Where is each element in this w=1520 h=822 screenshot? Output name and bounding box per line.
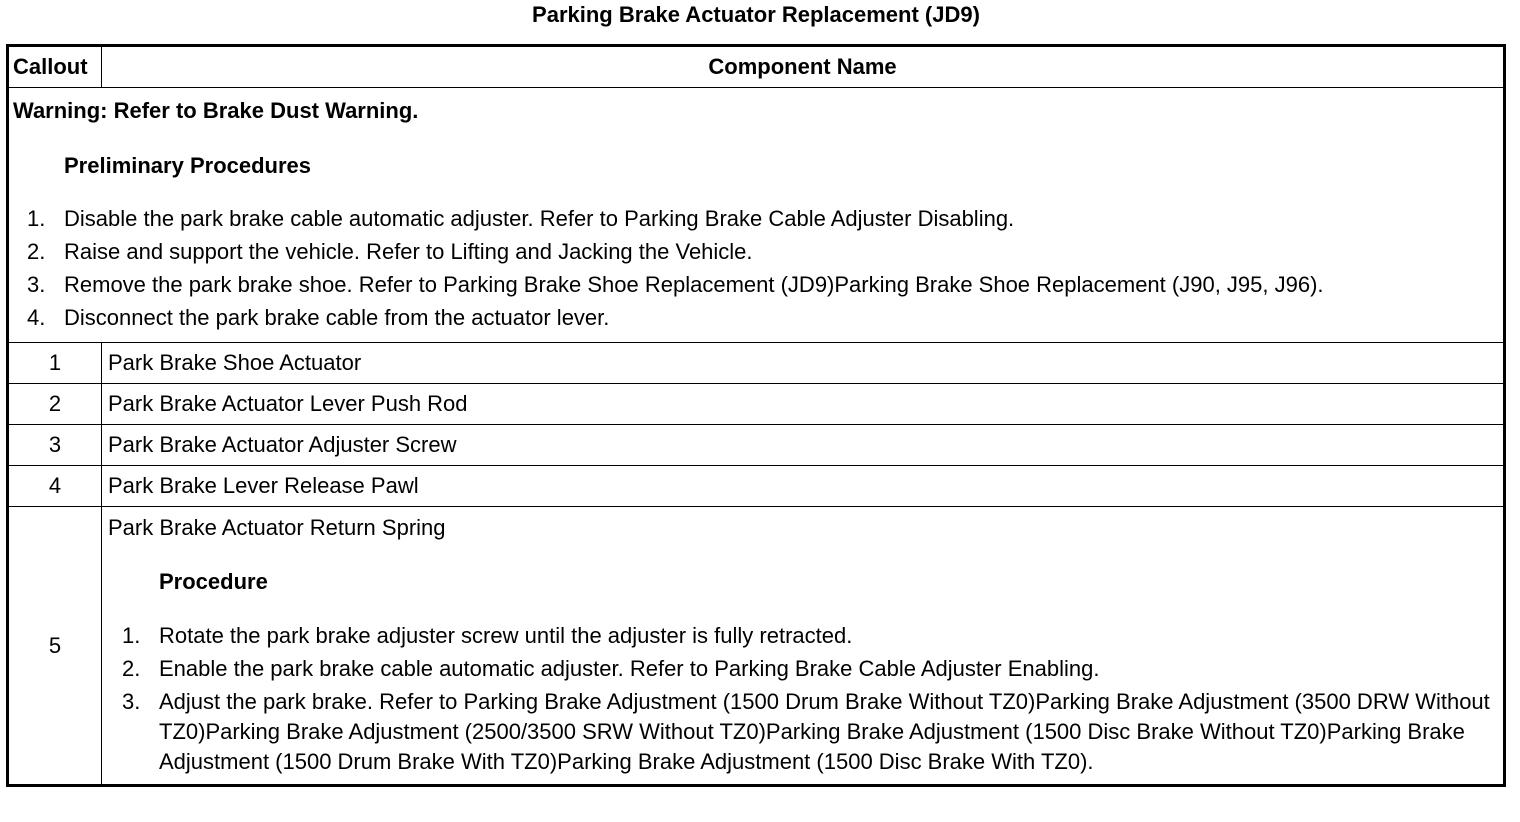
list-item (13, 235, 1499, 268)
step-text: Remove the park brake shoe. Refer to Parking Brake Shoe Replacement (JD9)Parking Brake Shoe Replacement (J90, J95, J96). (64, 272, 1324, 297)
preliminary-steps (13, 202, 1499, 334)
component-name: Park Brake Actuator Lever Push Rod (102, 384, 1505, 425)
callout-number: 1 (8, 343, 102, 384)
page-title: Parking Brake Actuator Replacement (JD9) (532, 2, 980, 27)
table-row (8, 343, 1505, 384)
component-name: Park Brake Shoe Actuator (102, 343, 1505, 384)
return-spring-cell (102, 507, 1505, 786)
list-item (13, 202, 1499, 235)
step-number: 2. (27, 239, 46, 264)
list-item (13, 301, 1499, 334)
step-number: 1. (122, 623, 141, 648)
step-text: Disconnect the park brake cable from the actuator lever. (64, 305, 610, 330)
callout-header: Callout (8, 46, 102, 88)
step-text: Enable the park brake cable automatic adjuster. Refer to Parking Brake Cable Adjuster Enabling. (159, 656, 1100, 681)
callout-number: 2 (8, 384, 102, 425)
header-row (8, 46, 1505, 88)
table-row (8, 384, 1505, 425)
step-number: 3. (122, 689, 141, 714)
step-text: Raise and support the vehicle. Refer to Lifting and Jacking the Vehicle. (64, 239, 753, 264)
component-name: Park Brake Lever Release Pawl (102, 466, 1505, 507)
procedure-table (6, 44, 1506, 787)
table-row (8, 425, 1505, 466)
warning-text: Warning: Refer to Brake Dust Warning. (13, 98, 419, 123)
list-item (108, 621, 1497, 651)
step-number: 1. (27, 206, 46, 231)
procedure-steps (108, 621, 1497, 777)
callout-number: 4 (8, 466, 102, 507)
preliminary-heading: Preliminary Procedures (64, 153, 312, 178)
callout-number: 5 (8, 507, 102, 786)
step-number: 3. (27, 272, 46, 297)
preliminary-cell (8, 88, 1505, 343)
component-name: Park Brake Actuator Adjuster Screw (102, 425, 1505, 466)
component-name-header: Component Name (102, 46, 1505, 88)
step-text: Rotate the park brake adjuster screw until the adjuster is fully retracted. (159, 623, 853, 648)
list-item (13, 268, 1499, 301)
step-text: Adjust the park brake. Refer to Parking Brake Adjustment (1500 Drum Brake Without TZ0)Parking Brake Adjustment (3500 DRW Without TZ0)Parking Brake Adjustment (2500/3500 SRW Without TZ0)Parking Brake Adjustment (1500 Disc Brake Without TZ0)Parking Brake Adjustment (1500 Drum Brake With TZ0)Parking Brake Adjustment (1500 Disc Brake With TZ0). (159, 689, 1490, 774)
step-number: 2. (122, 656, 141, 681)
table-row (8, 466, 1505, 507)
preliminary-row (8, 88, 1505, 343)
callout-number: 3 (8, 425, 102, 466)
table-row (8, 507, 1505, 786)
step-text: Disable the park brake cable automatic adjuster. Refer to Parking Brake Cable Adjuster Disabling. (64, 206, 1015, 231)
list-item (108, 654, 1497, 684)
procedure-heading: Procedure (159, 569, 268, 594)
step-number: 4. (27, 305, 46, 330)
component-name: Park Brake Actuator Return Spring (108, 515, 446, 540)
list-item (108, 687, 1497, 777)
